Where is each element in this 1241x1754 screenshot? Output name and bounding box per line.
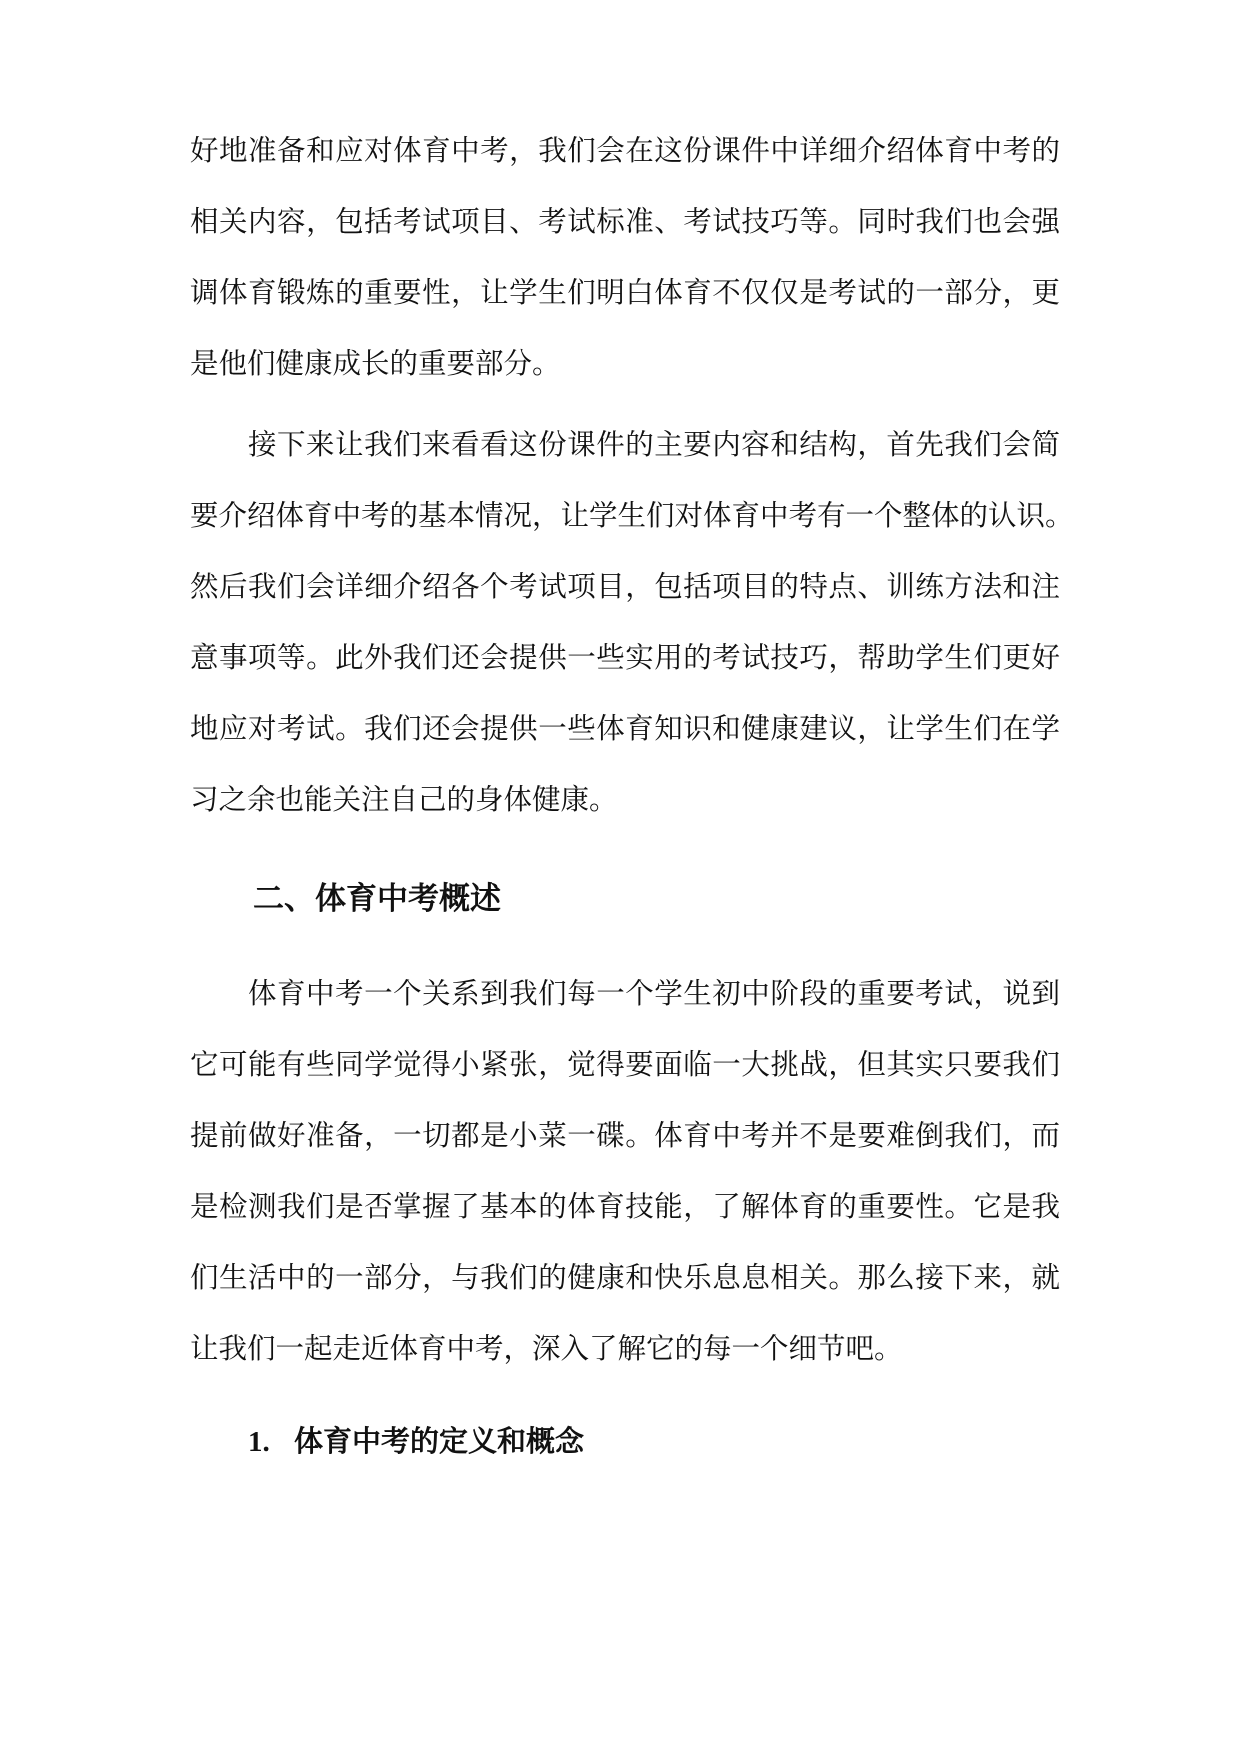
paragraph-line: 好地准备和应对体育中考，我们会在这份课件中详细介绍体育中考的 (190, 134, 1060, 167)
paragraph-line: 接下来让我们来看看这份课件的主要内容和结构，首先我们会简 (248, 428, 1060, 461)
paragraph-line: 体育中考一个关系到我们每一个学生初中阶段的重要考试，说到 (248, 977, 1060, 1010)
subsection-number: 1. (248, 1426, 270, 1458)
paragraph-line: 提前做好准备，一切都是小菜一碟。体育中考并不是要难倒我们，而 (190, 1119, 1060, 1152)
subsection-title: 体育中考的定义和概念 (294, 1424, 585, 1458)
paragraph-line: 意事项等。此外我们还会提供一些实用的考试技巧，帮助学生们更好 (190, 641, 1060, 674)
paragraph-line: 调体育锻炼的重要性，让学生们明白体育不仅仅是考试的一部分，更 (190, 276, 1060, 309)
paragraph-line: 它可能有些同学觉得小紧张，觉得要面临一大挑战，但其实只要我们 (190, 1048, 1060, 1081)
paragraph-line: 是检测我们是否掌握了基本的体育技能，了解体育的重要性。它是我 (190, 1190, 1060, 1223)
paragraph-line: 习之余也能关注自己的身体健康。 (190, 783, 618, 816)
paragraph-line: 要介绍体育中考的基本情况，让学生们对体育中考有一个整体的认识。 (190, 499, 1074, 532)
paragraph-line: 地应对考试。我们还会提供一些体育知识和健康建议，让学生们在学 (190, 712, 1060, 745)
paragraph-line: 然后我们会详细介绍各个考试项目，包括项目的特点、训练方法和注 (190, 570, 1060, 603)
subsection-heading (248, 1421, 584, 1462)
paragraph-line: 让我们一起走近体育中考，深入了解它的每一个细节吧。 (190, 1332, 903, 1365)
section-heading: 二、体育中考概述 (253, 881, 501, 917)
paragraph-line: 们生活中的一部分，与我们的健康和快乐息息相关。那么接下来，就 (190, 1261, 1060, 1294)
paragraph-line: 是他们健康成长的重要部分。 (190, 347, 561, 380)
paragraph-line: 相关内容，包括考试项目、考试标准、考试技巧等。同时我们也会强 (190, 205, 1060, 238)
